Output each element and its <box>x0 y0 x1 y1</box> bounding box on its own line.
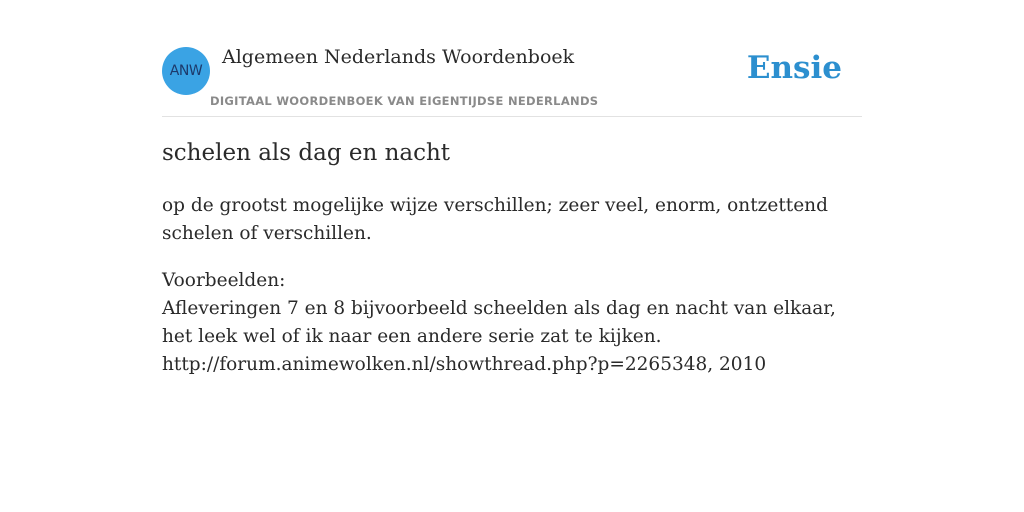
example-source: http://forum.animewolken.nl/showthread.php?p=2265348, 2010 <box>162 354 767 375</box>
example-text: Afleveringen 7 en 8 bijvoorbeeld scheelden als dag en nacht van elkaar, het leek wel of ik naar een andere serie zat te kijken. <box>162 298 836 347</box>
ensie-brand-logo[interactable]: Ensie <box>746 50 842 86</box>
anw-logo[interactable] <box>162 47 210 95</box>
site-subtitle: DIGITAAL WOORDENBOEK VAN EIGENTIJDSE NEDERLANDS <box>210 94 599 108</box>
examples-section <box>162 267 862 379</box>
entry-title: schelen als dag en nacht <box>162 140 451 166</box>
examples-label: Voorbeelden: <box>162 270 286 291</box>
site-header <box>162 0 862 117</box>
entry-definition: op de grootst mogelijke wijze verschillen; zeer veel, enorm, ontzettend schelen of verschillen. <box>162 195 828 244</box>
anw-logo-text: ANW <box>169 63 203 79</box>
entry-card <box>162 0 862 512</box>
site-title[interactable]: Algemeen Nederlands Woordenboek <box>222 46 575 68</box>
